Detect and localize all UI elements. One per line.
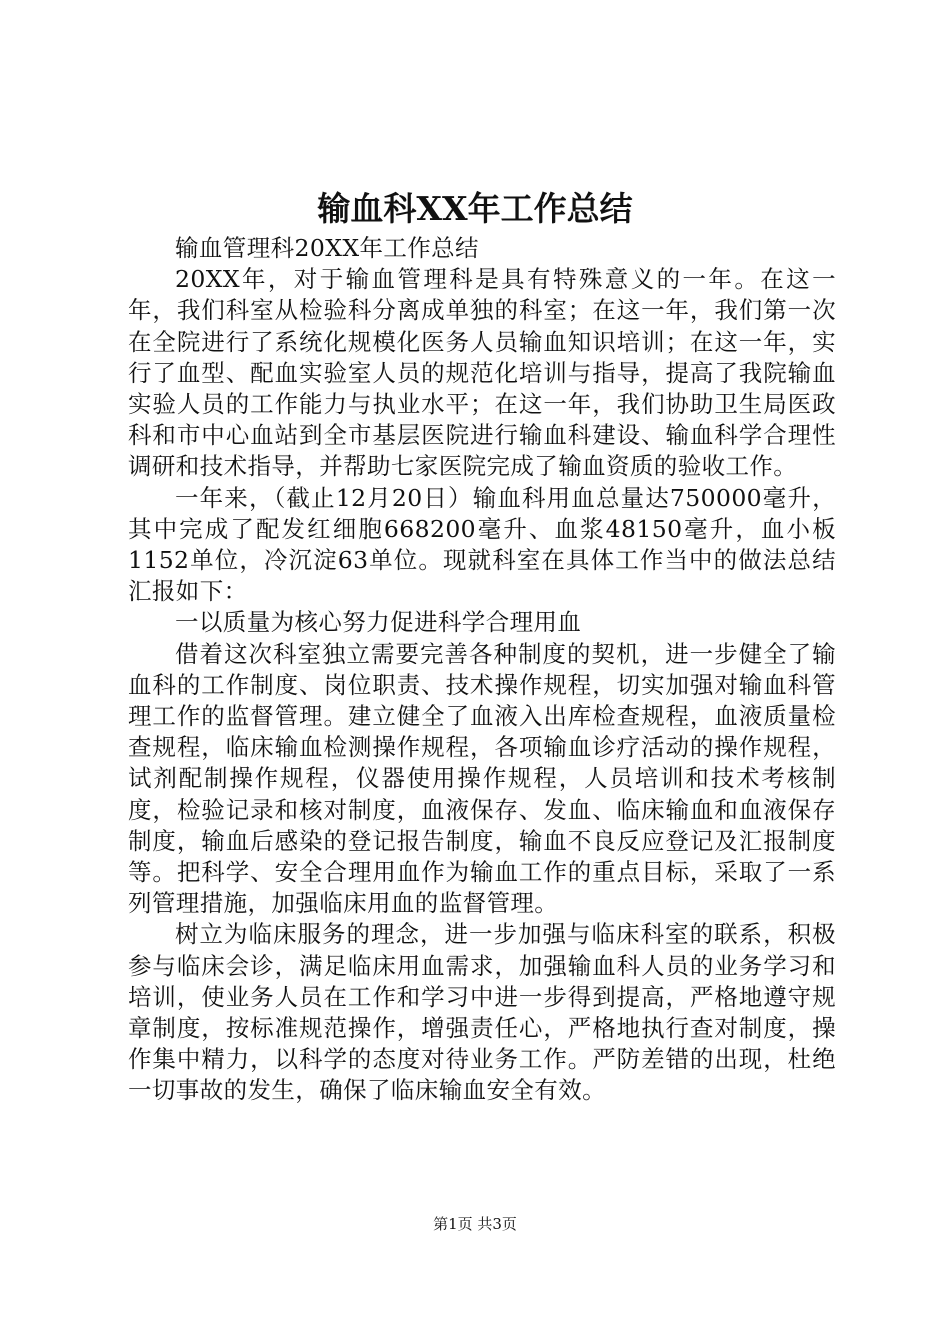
page-footer: 第1页 共3页 [433,1215,517,1233]
paragraph-statistics: 一年来，（截止12月20日）输血科用血总量达750000毫升，其中完成了配发红细胞668200毫升、血浆48150毫升，血小板1152单位，冷沉淀63单位。现就科室在具体工作当中的做法总结汇报如下： [128,483,836,606]
paragraph-clinical-service: 树立为临床服务的理念，进一步加强与临床科室的联系，积极参与临床会诊，满足临床用血需求，加强输血科人员的业务学习和培训，使业务人员在工作和学习中进一步得到提高，严格地遵守规章制度，按标准规范操作，增强责任心，严格地执行查对制度，操作集中精力，以科学的态度对待业务工作。严防差错的出现，杜绝一切事故的发生，确保了临床输血安全有效。 [128,920,836,1105]
paragraph-overview: 20XX年，对于输血管理科是具有特殊意义的一年。在这一年，我们科室从检验科分离成单独的科室；在这一年，我们第一次在全院进行了系统化规模化医务人员输血知识培训；在这一年，实行了血型、配血实验室人员的规范化培训与指导，提高了我院输血实验人员的工作能力与执业水平；在这一年，我们协助卫生局医政科和市中心血站到全市基层医院进行输血科建设、输血科学合理性调研和技术指导，并帮助七家医院完成了输血资质的验收工作。 [128,265,836,481]
document-title: 输血科XX年工作总结 [317,189,633,228]
paragraph-regulations: 借着这次科室独立需要完善各种制度的契机，进一步健全了输血科的工作制度、岗位职责、技术操作规程，切实加强对输血科管理工作的监督管理。建立健全了血液入出库检查规程，血液质量检查规程，临床输血检测操作规程，各项输血诊疗活动的操作规程，试剂配制操作规程，仪器使用操作规程，人员培训和技术考核制度，检验记录和核对制度，血液保存、发血、临床输血和血液保存制度，输血后感染的登记报告制度，输血不良反应登记及汇报制度等。把科学、安全合理用血作为输血工作的重点目标，采取了一系列管理措施，加强临床用血的监督管理。 [128,639,836,918]
document-body [128,233,836,1107]
paragraph-subtitle: 输血管理科20XX年工作总结 [175,234,479,262]
section-heading-quality: 一以质量为核心努力促进科学合理用血 [175,608,582,637]
